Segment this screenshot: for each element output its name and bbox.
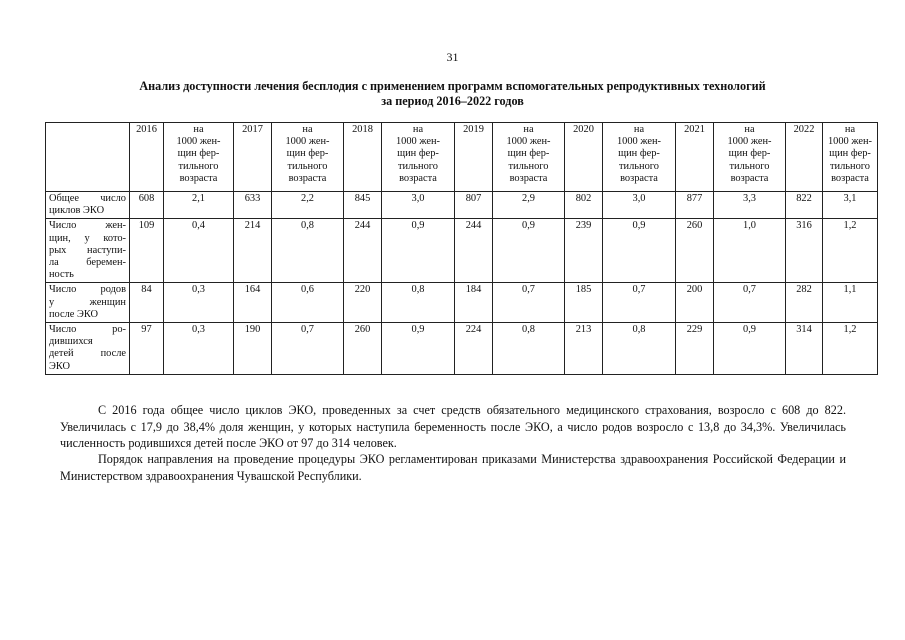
per-1000-value-cell: 0,8 [382,283,455,323]
paragraph-ivf-growth: С 2016 года общее число циклов ЭКО, проведенных за счет средств обязательного медицинского страхования, возросло с 608 до 822. Увеличилась с 17,9 до 38,4% доля женщин, у которых наступила беременность после ЭКО, а число родов возросло с 13,8 до 34,3%. Увеличилась численность родившихся детей после ЭКО от 97 до 314 человек. [60,403,846,450]
year-header: 2017 [234,123,272,192]
absolute-value-cell: 845 [344,192,382,219]
absolute-value-cell: 244 [455,219,493,283]
per-1000-value-cell: 3,3 [714,192,786,219]
table-row [46,219,878,283]
header-line: возраста [509,172,548,184]
absolute-value-cell: 97 [130,323,164,375]
year-header: 2022 [786,123,823,192]
row-label-line: Число жен- [49,220,126,232]
absolute-value-cell: 164 [234,283,272,323]
absolute-value-cell: 260 [676,219,714,283]
row-label-line: циклов ЭКО [49,205,105,217]
table-row [46,192,878,219]
absolute-value-cell: 229 [676,323,714,375]
row-label-line: Число родов [49,284,126,296]
per-1000-women-header [823,123,878,192]
row-label-line: ность [49,269,74,281]
title-line-1: Анализ доступности лечения бесплодия с применением программ вспомогательных репродуктивных технологий [139,79,766,93]
per-1000-value-cell: 0,8 [493,323,565,375]
absolute-value-cell: 608 [130,192,164,219]
header-line: на [412,124,424,135]
absolute-value-cell: 244 [344,219,382,283]
absolute-value-cell: 239 [565,219,603,283]
header-line: щин фер- [177,148,220,160]
header-line: 1000 жен- [616,136,662,148]
year-header: 2021 [676,123,714,192]
absolute-value-cell: 877 [676,192,714,219]
absolute-value-cell: 213 [565,323,603,375]
absolute-value-cell: 224 [455,323,493,375]
year-header: 2019 [455,123,493,192]
year-header: 2020 [565,123,603,192]
absolute-value-cell: 282 [786,283,823,323]
per-1000-value-cell: 2,1 [164,192,234,219]
year-header: 2018 [344,123,382,192]
row-label-cell [46,219,130,283]
row-label-line: у женщин [49,296,126,308]
header-line: тильного [729,160,770,172]
header-line: возраста [288,172,327,184]
absolute-value-cell: 260 [344,323,382,375]
per-1000-women-header [164,123,234,192]
per-1000-value-cell: 0,8 [603,323,676,375]
per-1000-value-cell: 0,9 [382,219,455,283]
row-label-line: Число ро- [49,324,126,336]
absolute-value-cell: 84 [130,283,164,323]
per-1000-value-cell: 0,3 [164,283,234,323]
header-line: щин фер- [618,148,660,160]
header-line: 1000 жен- [395,136,441,148]
row-label-cell [46,192,130,219]
per-1000-value-cell: 2,2 [272,192,344,219]
table-row [46,323,878,375]
absolute-value-cell: 802 [565,192,603,219]
absolute-value-cell: 190 [234,323,272,375]
per-1000-value-cell: 0,3 [164,323,234,375]
absolute-value-cell: 822 [786,192,823,219]
header-line: тильного [508,160,549,172]
header-line: возраста [831,172,869,184]
row-label-line: после ЭКО [49,308,99,320]
header-line: 1000 жен- [827,136,873,148]
header-line: щин фер- [829,148,871,160]
year-header: 2016 [130,123,164,192]
per-1000-women-header [272,123,344,192]
row-label-cell [46,283,130,323]
row-label-line: детей после [49,348,126,360]
per-1000-value-cell: 2,9 [493,192,565,219]
per-1000-women-header [714,123,786,192]
absolute-value-cell: 807 [455,192,493,219]
per-1000-value-cell: 0,9 [714,323,786,375]
header-line: возраста [179,172,218,184]
per-1000-value-cell: 0,7 [493,283,565,323]
per-1000-value-cell: 0,9 [382,323,455,375]
header-line: тильного [178,160,219,172]
absolute-value-cell: 316 [786,219,823,283]
header-line: возраста [730,172,769,184]
per-1000-value-cell: 1,1 [823,283,878,323]
title-line-2: за период 2016–2022 годов [381,94,524,108]
header-line: щин фер- [507,148,550,160]
absolute-value-cell: 109 [130,219,164,283]
per-1000-value-cell: 1,2 [823,323,878,375]
per-1000-value-cell: 3,1 [823,192,878,219]
header-line: на [633,124,645,135]
header-line: тильного [398,160,438,172]
per-1000-value-cell: 1,0 [714,219,786,283]
header-line: возраста [620,172,658,184]
header-line: 1000 жен- [176,136,221,148]
page-number: 31 [446,50,459,64]
row-label-line: ЭКО [49,360,71,372]
per-1000-women-header [382,123,455,192]
header-line: щин фер- [397,148,439,160]
per-1000-value-cell: 1,2 [823,219,878,283]
absolute-value-cell: 314 [786,323,823,375]
absolute-value-cell: 185 [565,283,603,323]
absolute-value-cell: 184 [455,283,493,323]
header-line: 1000 жен- [285,136,330,148]
header-line: тильного [287,160,328,172]
per-1000-value-cell: 0,7 [714,283,786,323]
row-label-line: Общее число [49,193,126,204]
per-1000-value-cell: 0,7 [272,323,344,375]
header-line: тильного [830,160,870,172]
absolute-value-cell: 633 [234,192,272,219]
table-row [46,283,878,323]
header-line: на [744,124,755,135]
header-line: возраста [399,172,437,184]
header-line: 1000 жен- [727,136,772,148]
header-line: на [193,124,204,135]
header-line: на [302,124,313,135]
document-title [60,79,845,109]
row-label-cell [46,323,130,375]
per-1000-value-cell: 0,9 [603,219,676,283]
table-header-row [46,123,878,192]
per-1000-value-cell: 0,7 [603,283,676,323]
absolute-value-cell: 200 [676,283,714,323]
absolute-value-cell: 214 [234,219,272,283]
header-line: на [844,124,856,135]
per-1000-value-cell: 0,9 [493,219,565,283]
per-1000-value-cell: 3,0 [603,192,676,219]
row-label-line: щин, у кото- [49,232,126,244]
header-line: на [523,124,534,135]
header-line: щин фер- [728,148,771,160]
header-line: щин фер- [286,148,329,160]
per-1000-value-cell: 0,6 [272,283,344,323]
header-line: 1000 жен- [506,136,551,148]
per-1000-women-header [493,123,565,192]
absolute-value-cell: 220 [344,283,382,323]
row-label-line: рых наступи- [49,244,126,256]
header-corner-cell [46,123,130,192]
ivf-statistics-table [45,122,878,375]
paragraph-referral-procedure: Порядок направления на проведение процедуры ЭКО регламентирован приказами Министерства здравоохранения Российской Федерации и Министерством здравоохранения Чувашской Республики. [60,452,846,483]
row-label-line: ла беремен- [49,257,126,269]
row-label-line: дившихся [49,336,93,348]
per-1000-women-header [603,123,676,192]
header-line: тильного [619,160,659,172]
per-1000-value-cell: 3,0 [382,192,455,219]
per-1000-value-cell: 0,4 [164,219,234,283]
per-1000-value-cell: 0,8 [272,219,344,283]
